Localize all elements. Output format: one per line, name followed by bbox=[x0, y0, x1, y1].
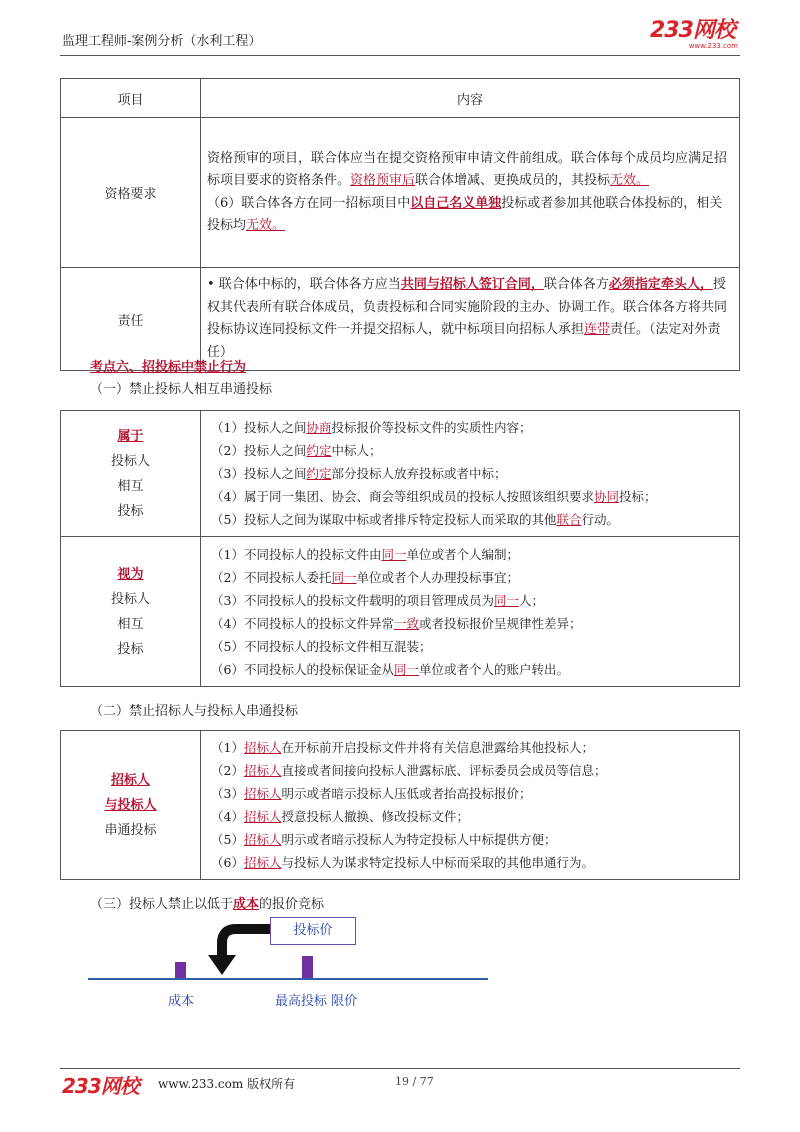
header-item: 项目 bbox=[61, 79, 201, 118]
text: 人； bbox=[518, 592, 544, 608]
header-content: 内容 bbox=[201, 79, 740, 118]
text: （1）不同投标人的投标文件由 bbox=[211, 546, 382, 562]
list-item bbox=[211, 658, 729, 681]
list-item bbox=[211, 612, 729, 635]
highlight: 联合 bbox=[556, 512, 582, 527]
footer-copyright: www.233.com 版权所有 bbox=[158, 1077, 296, 1091]
row-content-deemed bbox=[201, 537, 740, 687]
highlight: 招标人 bbox=[243, 786, 282, 801]
text: 单位或者个人办理投标事宜； bbox=[356, 569, 519, 585]
text: 在开标前开启投标文件并将有关信息泄露给其他投标人； bbox=[281, 740, 594, 755]
subsection-3 bbox=[90, 893, 324, 912]
label-head: 属于 bbox=[117, 428, 144, 444]
row-label-deemed bbox=[61, 537, 201, 687]
label-line: 投标人 bbox=[110, 591, 150, 607]
text: （6） bbox=[211, 855, 244, 870]
text: （三）投标人禁止以低于 bbox=[90, 897, 234, 912]
label-line: 串通投标 bbox=[104, 822, 157, 838]
label-line: 相互 bbox=[117, 616, 144, 632]
text: 明示或者暗示投标人压低或者抬高投标报价； bbox=[281, 786, 532, 801]
row-content-tenderee bbox=[201, 731, 740, 880]
highlight: 以自己名义单独 bbox=[410, 195, 502, 211]
highlight: 同一 bbox=[381, 546, 407, 562]
text: （6）不同投标人的投标保证金从 bbox=[211, 661, 394, 677]
text: 与投标人为谋求特定投标人中标而采取的其他串通行为。 bbox=[281, 855, 594, 870]
text: • 联合体中标的，联合体各方应当 bbox=[207, 277, 401, 292]
text: （5） bbox=[211, 832, 244, 847]
list-item bbox=[211, 508, 729, 531]
highlight: 共同与招标人签订合同， bbox=[400, 277, 544, 292]
highlight: 招标人 bbox=[243, 740, 282, 755]
arrow-icon bbox=[200, 915, 280, 980]
highlight: 协商 bbox=[306, 420, 332, 435]
highlight: 一致 bbox=[393, 615, 419, 631]
list-item bbox=[211, 439, 729, 462]
text: 行动。 bbox=[581, 512, 619, 527]
cost-label: 成本 bbox=[168, 994, 195, 1009]
footer-divider bbox=[60, 1068, 740, 1069]
highlight: 资格预审后 bbox=[350, 173, 416, 188]
text: （1） bbox=[211, 740, 244, 755]
highlight: 成本 bbox=[233, 897, 260, 912]
list-item bbox=[211, 782, 729, 805]
text: 资格预审的项目，联合体应当在提交资格预审申请文件前组成。联合体每个成员均应满足招标项目要求的资格条件。 bbox=[207, 150, 728, 188]
text: （4） bbox=[211, 809, 244, 824]
list-item bbox=[211, 543, 729, 566]
highlight: 招标人 bbox=[243, 855, 282, 870]
label-line: 相互 bbox=[117, 478, 144, 494]
highlight: 无效。 bbox=[246, 218, 286, 233]
text: （2）不同投标人委托 bbox=[211, 569, 332, 585]
section-title: 考点六、招投标中禁止行为 bbox=[90, 360, 247, 375]
text: 明示或者暗示投标人为特定投标人中标提供方便； bbox=[281, 832, 557, 847]
max-price-marker bbox=[302, 956, 313, 978]
text: 投标； bbox=[618, 489, 657, 504]
highlight: 连带 bbox=[584, 322, 611, 337]
text: 授权其代表所有联合体成员，负责投标和合同实施阶段的主办、协调工作。联合体各方将共同投标协议连同投标文件一并提交招标人，就中标项目向招标人承担 bbox=[207, 277, 728, 337]
text: 部分投标人放弃投标或者中标； bbox=[331, 466, 507, 481]
table-row bbox=[61, 537, 740, 687]
bid-price-box: 投标价 bbox=[270, 917, 356, 945]
list-item bbox=[211, 759, 729, 782]
text: （4）属于同一集团、协会、商会等组织成员的投标人按照该组织要求 bbox=[211, 489, 594, 504]
highlight: 必须指定牵头人， bbox=[608, 277, 713, 292]
table-row bbox=[61, 118, 740, 268]
list-item bbox=[211, 805, 729, 828]
cost-marker bbox=[175, 962, 186, 978]
brand-logo bbox=[650, 20, 738, 56]
row-content-qualification bbox=[201, 118, 740, 268]
list-item bbox=[211, 485, 729, 508]
text: （3）不同投标人的投标文件载明的项目管理成员为 bbox=[211, 592, 494, 608]
label-head: 视为 bbox=[117, 566, 144, 582]
row-content-responsibility bbox=[201, 268, 740, 371]
text: 的报价竞标 bbox=[259, 897, 325, 912]
text: 责任。（法定对外责任） bbox=[207, 322, 721, 360]
text: （3） bbox=[211, 786, 244, 801]
consortium-table bbox=[60, 78, 740, 371]
text: 单位或者个人编制； bbox=[406, 546, 519, 562]
row-label-tenderee bbox=[61, 731, 201, 880]
highlight: 约定 bbox=[306, 466, 332, 481]
text: 或者投标报价呈规律性差异； bbox=[418, 615, 582, 631]
text: （6）联合体各方在同一招标项目中 bbox=[207, 195, 411, 211]
list-item bbox=[211, 635, 729, 658]
page-number: 19 / 77 bbox=[395, 1075, 434, 1088]
text: （5）投标人之间为谋取中标或者排斥特定投标人而采取的其他 bbox=[211, 512, 557, 527]
label-head: 招标人 bbox=[110, 772, 150, 788]
highlight: 招标人 bbox=[243, 763, 282, 778]
text: （2）投标人之间 bbox=[211, 443, 307, 458]
subsection-1: （一）禁止投标人相互串通投标 bbox=[90, 382, 273, 397]
document-header-title: 监理工程师-案例分析（水利工程） bbox=[62, 34, 262, 49]
table-header-row bbox=[61, 79, 740, 118]
highlight: 约定 bbox=[306, 443, 332, 458]
list-item bbox=[211, 566, 729, 589]
row-label-qualification: 资格要求 bbox=[61, 118, 201, 268]
highlight: 招标人 bbox=[243, 809, 282, 824]
text: 联合体各方 bbox=[543, 277, 609, 292]
row-label-responsibility: 责任 bbox=[61, 268, 201, 371]
list-item bbox=[211, 736, 729, 759]
list-item bbox=[211, 828, 729, 851]
highlight: 同一 bbox=[393, 661, 419, 677]
table-row bbox=[61, 731, 740, 880]
text: （4）不同投标人的投标文件异常 bbox=[211, 615, 394, 631]
text: 投标报价等投标文件的实质性内容； bbox=[331, 420, 532, 435]
logo-main: 233网校 bbox=[650, 18, 735, 43]
footer-logo: 233网校 bbox=[62, 1074, 139, 1098]
subsection-2: （二）禁止招标人与投标人串通投标 bbox=[90, 704, 299, 719]
highlight: 协同 bbox=[593, 489, 619, 504]
text: （2） bbox=[211, 763, 244, 778]
row-content-belongs bbox=[201, 411, 740, 537]
highlight: 招标人 bbox=[243, 832, 282, 847]
text: （1）投标人之间 bbox=[211, 420, 307, 435]
label-line: 投标人 bbox=[110, 453, 150, 469]
text: 直接或者间接向投标人泄露标底、评标委员会成员等信息； bbox=[281, 763, 607, 778]
list-item bbox=[211, 416, 729, 439]
list-item bbox=[211, 851, 729, 874]
highlight: 无效。 bbox=[610, 173, 650, 188]
text: 单位或者个人的账户转出。 bbox=[418, 661, 569, 677]
max-price-label: 最高投标 限价 bbox=[275, 994, 358, 1009]
label-line: 投标 bbox=[117, 503, 144, 519]
text: 授意投标人撤换、修改投标文件； bbox=[281, 809, 469, 824]
list-item bbox=[211, 462, 729, 485]
highlight: 同一 bbox=[493, 592, 519, 608]
highlight: 同一 bbox=[331, 569, 357, 585]
row-label-belongs bbox=[61, 411, 201, 537]
label-head: 与投标人 bbox=[104, 797, 157, 813]
header-divider bbox=[60, 55, 740, 56]
text: 中标人； bbox=[331, 443, 382, 458]
text: 联合体增减、更换成员的，其投标 bbox=[415, 173, 611, 188]
text: 投标或者参加其他联合体投标的，相关投标均 bbox=[207, 195, 723, 233]
price-axis bbox=[88, 978, 488, 980]
table-row bbox=[61, 411, 740, 537]
list-item bbox=[211, 589, 729, 612]
text: （5）不同投标人的投标文件相互混装； bbox=[211, 638, 432, 654]
tenderee-collusion-table bbox=[60, 730, 740, 880]
text: （3）投标人之间 bbox=[211, 466, 307, 481]
logo-sub: www.233.com bbox=[688, 42, 738, 50]
label-line: 投标 bbox=[117, 641, 144, 657]
collusion-table bbox=[60, 410, 740, 687]
